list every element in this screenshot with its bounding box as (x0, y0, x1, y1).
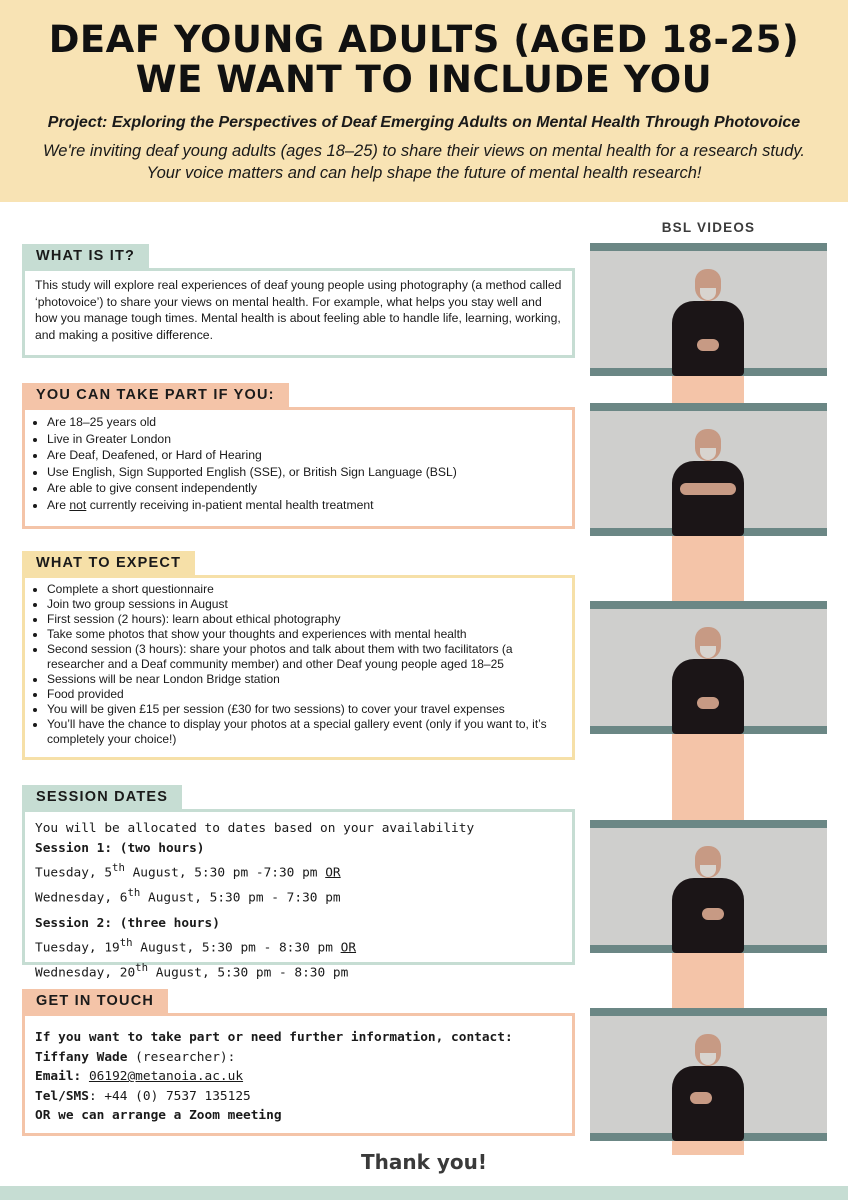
list-item-suffix: currently receiving in-patient mental health treatment (86, 497, 374, 512)
list-item: • First session (2 hours): learn about ethical photography (47, 612, 562, 627)
signer-hands (697, 697, 719, 709)
session-1-option-b (35, 883, 562, 908)
list-item: • Use English, Sign Supported English (SSE), or British Sign Language (BSL) (47, 464, 562, 481)
contact-heading: GET IN TOUCH (22, 989, 168, 1014)
date-text: Wednesday, 6 (35, 890, 128, 906)
expect-box (22, 575, 575, 760)
expect-heading: WHAT TO EXPECT (22, 551, 195, 576)
session-dates-box (22, 809, 575, 981)
session-2-title: Session 2: (three hours) (35, 915, 220, 931)
take-part-heading: YOU CAN TAKE PART IF YOU: (22, 383, 289, 408)
invitation-line-1: We're inviting deaf young adults (ages 18–25) to share their views on mental health for a research study. (43, 142, 805, 160)
what-is-it-text: This study will explore real experiences of deaf young people using photography (a method called ‘photovoice’) to share your views on mental health. For example, what helps you stay well and how you manage tough times. Mental health is about feeling able to handle life, learning, working, and making a positive difference. (35, 278, 562, 342)
header-banner (0, 0, 848, 202)
session-intro: You will be allocated to dates based on your availability (35, 821, 475, 836)
signer-hands (697, 339, 719, 351)
contact-name: Tiffany Wade (35, 1049, 128, 1065)
date-suffix: th (127, 885, 141, 899)
signer-hands (690, 1092, 712, 1104)
list-item: • Take some photos that show your thoughts and experiences with mental health (47, 627, 562, 642)
list-item-prefix: Are (47, 497, 70, 512)
time-text: August, 5:30 pm - 7:30 pm (140, 890, 341, 906)
session-1-option-a (35, 858, 562, 883)
email-link[interactable]: 06192@metanoia.ac.uk (88, 1069, 244, 1084)
signer-hands (680, 483, 736, 495)
footer-bar (0, 1186, 848, 1200)
what-is-it-heading: WHAT IS IT? (22, 244, 149, 269)
take-part-box (22, 407, 575, 529)
date-text: Wednesday, 20 (35, 965, 136, 981)
time-text: August, 5:30 pm -7:30 pm (124, 865, 326, 881)
thank-you-text: Thank you! (360, 1150, 487, 1174)
what-is-it-box (22, 268, 575, 358)
date-suffix: th (135, 960, 149, 974)
session-1-title: Session 1: (two hours) (35, 840, 205, 856)
bsl-video-get-in-touch[interactable] (590, 1008, 827, 1141)
bsl-videos-heading: BSL VIDEOS (661, 220, 756, 235)
expect-list (25, 578, 572, 751)
session-2-option-a (35, 933, 562, 958)
time-text: August, 5:30 pm - 8:30 pm (148, 965, 349, 981)
list-item: • You’ll have the chance to display your photos at a special gallery event (only if you want to, it’s completely your choice!) (47, 717, 562, 747)
contact-email-row (35, 1067, 562, 1087)
session-2-option-b (35, 958, 562, 983)
page-title-line-1: DEAF YOUNG ADULTS (AGED 18-25) (48, 18, 800, 61)
contact-box (22, 1013, 575, 1136)
date-suffix: th (119, 936, 133, 950)
zoom-option: OR we can arrange a Zoom meeting (35, 1108, 282, 1123)
contact-role: (researcher): (127, 1049, 236, 1065)
time-text: August, 5:30 pm - 8:30 pm (132, 940, 341, 956)
bsl-video-session-dates[interactable] (590, 820, 827, 953)
session-dates-heading: SESSION DATES (22, 785, 182, 810)
or-text: OR (325, 865, 341, 881)
date-text: Tuesday, 19 (35, 940, 120, 956)
contact-person (35, 1048, 562, 1068)
contact-tel-row (35, 1087, 562, 1107)
list-item: • Are able to give consent independently (47, 480, 562, 497)
signer-hands (702, 908, 724, 920)
date-text: Tuesday, 5 (35, 865, 113, 881)
list-item: • Join two group sessions in August (47, 597, 562, 612)
or-text: OR (340, 940, 357, 956)
signer-body (672, 461, 744, 536)
list-item: • Live in Greater London (47, 431, 562, 448)
bsl-video-what-to-expect[interactable] (590, 601, 827, 734)
contact-intro: If you want to take part or need further information, contact: (35, 1030, 513, 1045)
bsl-video-what-is-it[interactable] (590, 243, 827, 376)
bsl-video-take-part[interactable] (590, 403, 827, 536)
list-item: • Sessions will be near London Bridge station (47, 672, 562, 687)
project-title: Project: Exploring the Perspectives of Deaf Emerging Adults on Mental Health Through Photovoice (47, 114, 801, 131)
page-title-line-2: WE WANT TO INCLUDE YOU (135, 58, 713, 101)
list-item: • Second session (3 hours): share your photos and talk about them with two facilitators (a researcher and a Deaf community member) and other Deaf young people aged 18–25 (47, 642, 562, 672)
email-label: Email: (35, 1069, 82, 1084)
list-item: • Complete a short questionnaire (47, 582, 562, 597)
list-item: • Food provided (47, 687, 562, 702)
list-item: • Are Deaf, Deafened, or Hard of Hearing (47, 447, 562, 464)
list-item (47, 497, 562, 514)
invitation-line-2: Your voice matters and can help shape the future of mental health research! (146, 164, 702, 182)
date-suffix: th (112, 861, 125, 874)
tel-number: : +44 (0) 7537 135125 (88, 1088, 251, 1104)
tel-label: Tel/SMS (35, 1088, 89, 1104)
list-item: • You will be given £15 per session (£30 for two sessions) to cover your travel expenses (47, 702, 562, 717)
list-item: • Are 18–25 years old (47, 414, 562, 431)
take-part-list (25, 410, 572, 517)
invitation-text (0, 140, 848, 184)
list-item-emphasis: not (69, 497, 87, 512)
